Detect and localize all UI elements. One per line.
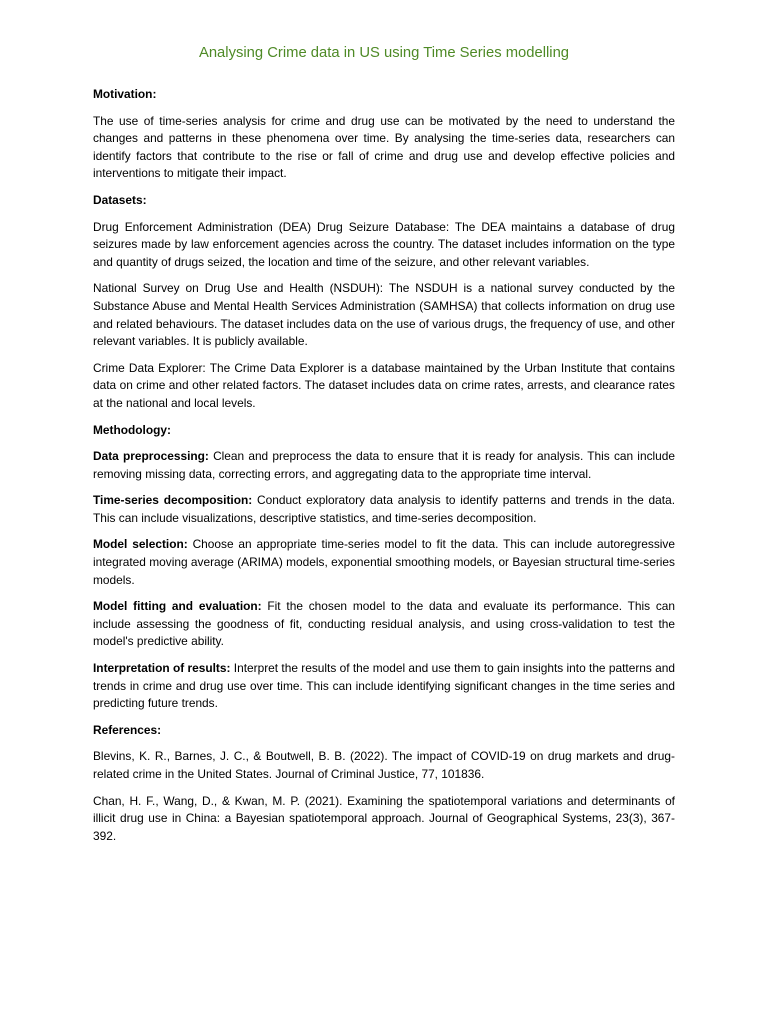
step-label: Model fitting and evaluation: xyxy=(93,599,262,614)
methodology-step-preprocessing xyxy=(93,448,675,483)
step-text: Conduct exploratory data analysis to identify patterns and trends in the data. This can include visualizations, descriptive statistics, and time-series decomposition. xyxy=(93,493,676,525)
dataset-paragraph-nsduh: National Survey on Drug Use and Health (NSDUH): The NSDUH is a national survey conducted by the Substance Abuse and Mental Health Services Administration (SAMHSA) that collects information on drug use and related behaviours. The dataset includes data on the use of various drugs, the frequency of use, and other relevant variables. It is publicly available. xyxy=(93,281,675,349)
step-text: Fit the chosen model to the data and evaluate its performance. This can include assessing the goodness of fit, conducting residual analysis, and using cross-validation to test the model's predictive ability. xyxy=(93,599,675,649)
reference-item: Chan, H. F., Wang, D., & Kwan, M. P. (2021). Examining the spatiotemporal variations and determinants of illicit drug use in China: a Bayesian spatiotemporal approach. Journal of Geographical Systems, 23(3), 367-392. xyxy=(93,793,675,843)
step-text: Clean and preprocess the data to ensure that it is ready for analysis. This can include removing missing data, correcting errors, and aggregating data to the appropriate time interval. xyxy=(93,449,675,481)
document-title: Analysing Crime data in US using Time Series modelling xyxy=(198,45,570,61)
document-page xyxy=(93,42,675,854)
datasets-heading: Datasets: xyxy=(93,192,147,207)
references-heading: References: xyxy=(93,722,162,737)
methodology-step-model-selection xyxy=(93,536,675,589)
dataset-paragraph-dea: Drug Enforcement Administration (DEA) Drug Seizure Database: The DEA maintains a database of drug seizures made by law enforcement agencies across the country. The dataset includes information on the type and quantity of drugs seized, the location and time of the seizure, and other relevant variables. xyxy=(93,219,675,269)
methodology-heading: Methodology: xyxy=(93,422,171,437)
step-label: Model selection: xyxy=(93,537,188,552)
methodology-step-fitting xyxy=(93,598,675,651)
step-text: Choose an appropriate time-series model to fit the data. This can include autoregressive integrated moving average (ARIMA) models, exponential smoothing models, or Bayesian structural time-series models. xyxy=(93,537,675,587)
dataset-paragraph-crime-data-explorer: Crime Data Explorer: The Crime Data Explorer is a database maintained by the Urban Institute that contains data on crime and other related factors. The dataset includes data on crime rates, arrests, and clearance rates at the national and local levels. xyxy=(93,360,675,410)
step-label: Time-series decomposition: xyxy=(93,493,253,508)
reference-item: Blevins, K. R., Barnes, J. C., & Boutwell, B. B. (2022). The impact of COVID-19 on drug markets and drug-related crime in the United States. Journal of Criminal Justice, 77, 101836. xyxy=(93,749,675,781)
step-text: Interpret the results of the model and use them to gain insights into the patterns and trends in crime and drug use over time. This can include identifying significant changes in the time series and predicting future trends. xyxy=(93,661,676,711)
step-label: Interpretation of results: xyxy=(93,661,231,676)
methodology-step-decomposition xyxy=(93,492,675,527)
motivation-paragraph: The use of time-series analysis for crime and drug use can be motivated by the need to understand the changes and patterns in these phenomena over time. By analysing the time-series data, researchers can identify factors that contribute to the rise or fall of crime and drug use and develop effective policies and interventions to mitigate their impact. xyxy=(93,113,675,181)
step-label: Data preprocessing: xyxy=(93,449,209,464)
motivation-heading: Motivation: xyxy=(93,87,157,101)
methodology-step-interpretation xyxy=(93,660,675,713)
